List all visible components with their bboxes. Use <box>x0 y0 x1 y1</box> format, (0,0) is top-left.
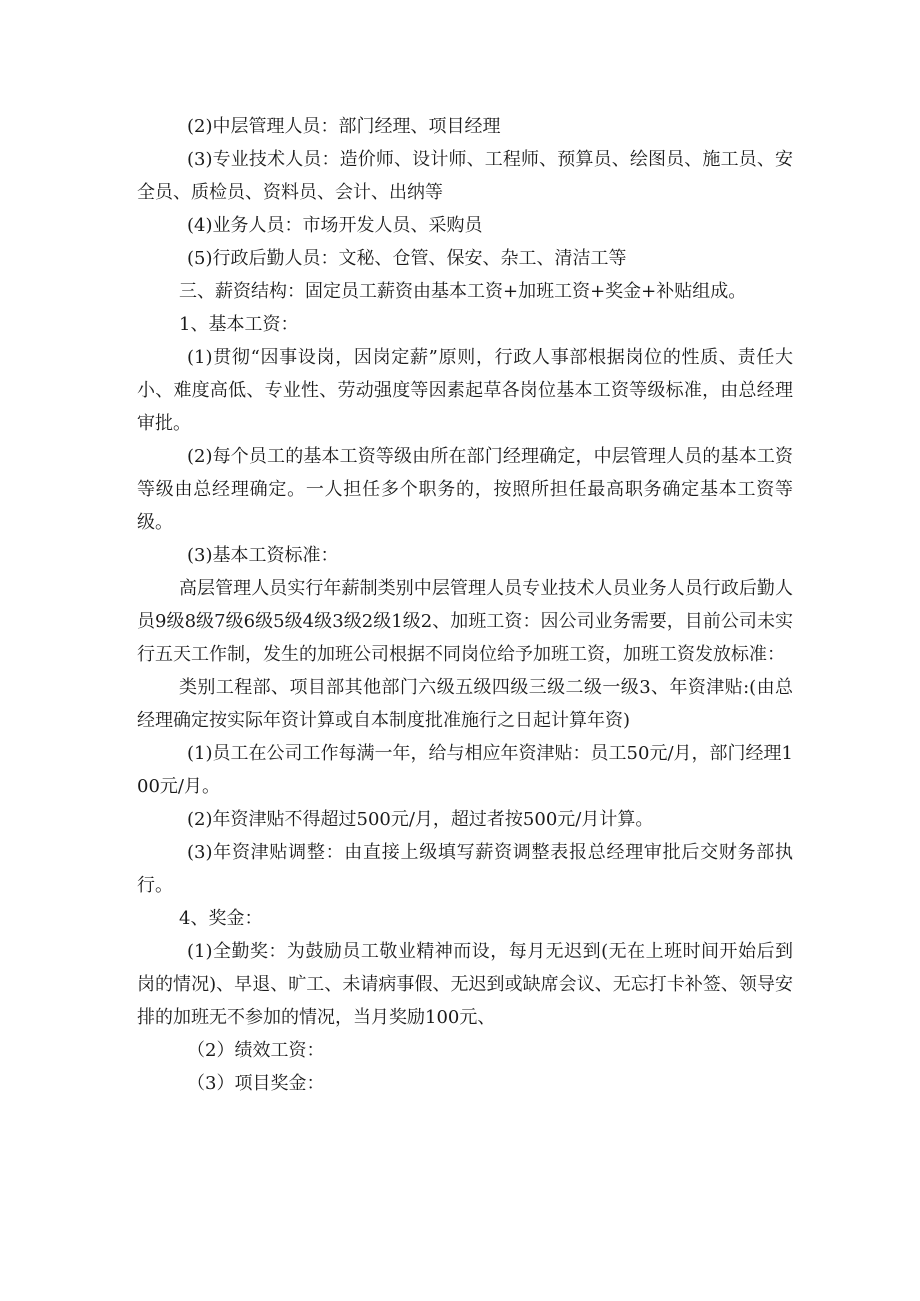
paragraph-attendance-bonus: (1)全勤奖：为鼓励员工敬业精神而设，每月无迟到(无在上班时间开始后到岗的情况)、早退、旷工、未请病事假、无迟到或缺席会议、无忘打卡补签、领导安排的加班无不参加的情况，当月奖励100元、 <box>137 941 793 1028</box>
paragraph-allowance-rule-1: (1)员工在公司工作每满一年，给与相应年资津贴：员工50元/月，部门经理100元/月。 <box>137 743 793 797</box>
paragraph-performance-pay: （2）绩效工资： <box>187 1040 325 1061</box>
paragraph-project-bonus: （3）项目奖金： <box>187 1073 325 1094</box>
paragraph-basic-salary-principle: (1)贯彻“因事设岗，因岗定薪”原则，行政人事部根据岗位的性质、责任大小、难度高低、专业性、劳动强度等因素起草各岗位基本工资等级标准，由总经理审批。 <box>137 347 793 434</box>
paragraph-allowance-rule-3: (3)年资津贴调整：由直接上级填写薪资调整表报总经理审批后交财务部执行。 <box>137 842 793 896</box>
paragraph-overtime-pay: 高层管理人员实行年薪制类别中层管理人员专业技术人员业务人员行政后勤人员9级8级7级6级5级4级3级2级1级2、加班工资：因公司业务需要，目前公司未实行五天工作制，发生的加班公司根据不同岗位给予加班工资，加班工资发放标准： <box>137 578 793 665</box>
document-body <box>137 110 793 1100</box>
paragraph-technical-staff: (3)专业技术人员：造价师、设计师、工程师、预算员、绘图员、施工员、安全员、质检员、资料员、会计、出纳等 <box>137 149 793 203</box>
paragraph-seniority-allowance: 类别工程部、项目部其他部门六级五级四级三级二级一级3、年资津贴:(由总经理确定按实际年资计算或自本制度批准施行之日起计算年资) <box>137 677 793 731</box>
heading-basic-salary: 1、基本工资： <box>179 314 299 335</box>
paragraph-admin-staff: (5)行政后勤人员：文秘、仓管、保安、杂工、清洁工等 <box>187 248 627 269</box>
heading-bonus: 4、奖金： <box>179 908 263 929</box>
paragraph-middle-management: (2)中层管理人员：部门经理、项目经理 <box>187 116 501 137</box>
paragraph-salary-standard: (3)基本工资标准： <box>187 545 339 566</box>
paragraph-salary-grade: (2)每个员工的基本工资等级由所在部门经理确定，中层管理人员的基本工资等级由总经理确定。一人担任多个职务的，按照所担任最高职务确定基本工资等级。 <box>137 446 793 533</box>
paragraph-allowance-rule-2: (2)年资津贴不得超过500元/月，超过者按500元/月计算。 <box>187 809 654 830</box>
paragraph-business-staff: (4)业务人员：市场开发人员、采购员 <box>187 215 483 236</box>
section-heading-salary-structure: 三、薪资结构：固定员工薪资由基本工资+加班工资+奖金+补贴组成。 <box>179 281 747 302</box>
